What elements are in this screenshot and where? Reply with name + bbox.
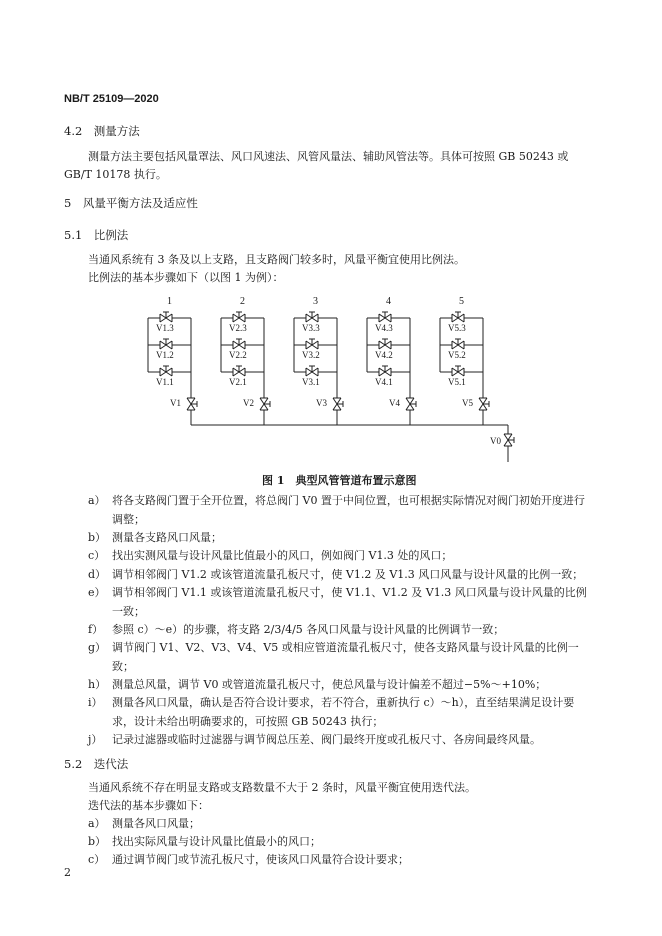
list-item	[88, 833, 588, 852]
list-item	[88, 676, 588, 695]
branch-number: 4	[386, 296, 391, 307]
list-marker: e）	[88, 586, 106, 599]
list-item	[88, 584, 588, 621]
list-text: 记录过滤器或临时过滤器与调节阀总压差、阀门最终开度或孔板尺寸、各房间最终风量。	[112, 733, 541, 746]
valve-icon	[160, 366, 172, 376]
list-text: 测量各风口风量；	[112, 817, 200, 830]
section-4-2-heading: 4.2 测量方法	[64, 124, 140, 138]
total-valve-label: V0	[490, 436, 501, 446]
list-item	[88, 566, 588, 585]
main-valve-label: V1	[170, 398, 181, 408]
section-5-1-heading: 5.1 比例法	[64, 228, 129, 242]
valve-icon	[160, 339, 172, 349]
valve-label: V4.2	[375, 350, 393, 360]
main-valve-label: V5	[462, 398, 473, 408]
valve-icon	[379, 366, 391, 376]
page-number: 2	[64, 866, 71, 879]
figure-caption: 图 1 典型风管管道布置示意图	[262, 474, 417, 487]
section-5-1-intro-2: 比例法的基本步骤如下（以图 1 为例）：	[88, 271, 284, 284]
valve-icon	[452, 312, 464, 322]
list-text: 找出实际风量与设计风量比值最小的风口；	[112, 835, 321, 848]
valve-icon	[260, 398, 270, 410]
main-valve-label: V3	[316, 398, 327, 408]
list-text: 将各支路阀门置于全开位置，将总阀门 V0 置于中间位置，也可根据实际情况对阀门初始开度进行调整；	[112, 494, 585, 526]
list-marker: c）	[88, 853, 106, 866]
section-5-2-intro-2: 迭代法的基本步骤如下：	[88, 799, 209, 812]
valve-label: V5.2	[448, 350, 466, 360]
valve-icon	[406, 398, 416, 410]
list-item	[88, 731, 588, 750]
branch-number: 2	[240, 296, 245, 307]
list-item	[88, 851, 588, 870]
section-5-2-intro-1: 当通风系统不存在明显支路或支路数量不大于 2 条时，风量平衡宜使用迭代法。	[88, 781, 476, 794]
list-marker: g）	[88, 641, 107, 654]
branch-number: 1	[167, 296, 172, 307]
valve-icon	[233, 339, 245, 349]
valve-label: V1.2	[156, 350, 174, 360]
list-marker: h）	[88, 678, 107, 691]
valve-label: V5.1	[448, 377, 466, 387]
list-item	[88, 621, 588, 640]
valve-label: V2.2	[229, 350, 247, 360]
branch-number: 5	[459, 296, 464, 307]
valve-icon	[379, 339, 391, 349]
list-marker: a）	[88, 817, 106, 830]
valve-icon	[452, 366, 464, 376]
section-5-2-heading: 5.2 迭代法	[64, 757, 129, 771]
main-valve-label: V2	[243, 398, 254, 408]
main-valve-label: V4	[389, 398, 400, 408]
list-marker: f）	[88, 623, 104, 636]
list-text: 找出实测风量与设计风量比值最小的风口，例如阀门 V1.3 处的风口；	[112, 549, 453, 562]
list-marker: a）	[88, 494, 106, 507]
valve-icon	[379, 312, 391, 322]
list-item	[88, 815, 588, 834]
list-text: 调节相邻阀门 V1.2 或该管道流量孔板尺寸，使 V1.2 及 V1.3 风口风量与设计风量的比例一致；	[112, 568, 584, 581]
list-text: 测量总风量，调节 V0 或管道流量孔板尺寸，使总风量与设计偏差不超过−5%～+10%；	[112, 678, 547, 691]
list-text: 测量各支路风口风量；	[112, 531, 222, 544]
list-item	[88, 639, 588, 676]
valve-icon	[479, 398, 489, 410]
valve-icon	[233, 366, 245, 376]
list-text: 调节阀门 V1、V2、V3、V4、V5 或相应管道流量孔板尺寸，使各支路风量与设计风量的比例一致；	[112, 641, 579, 673]
valve-label: V1.3	[156, 323, 174, 333]
valve-icon	[306, 366, 318, 376]
list-item	[88, 492, 588, 529]
valve-icon	[333, 398, 343, 410]
list-text: 调节相邻阀门 V1.1 或该管道流量孔板尺寸，使 V1.1、V1.2 及 V1.3 风口风量与设计风量的比例一致；	[112, 586, 587, 618]
list-text: 测量各风口风量，确认是否符合设计要求，若不符合，重新执行 c）～h），直至结果满足设计要求，设计未给出明确要求的，可按照 GB 50243 执行；	[112, 696, 575, 728]
list-item	[88, 694, 588, 731]
list-marker: d）	[88, 568, 107, 581]
valve-label: V4.1	[375, 377, 393, 387]
list-item	[88, 529, 588, 548]
section-4-2-line-1: 测量方法主要包括风量罩法、风口风速法、风管风量法、辅助风管法等。具体可按照 GB 50243 或	[88, 150, 569, 163]
list-marker: c）	[88, 549, 106, 562]
list-marker: b）	[88, 531, 107, 544]
valve-label: V1.1	[156, 377, 174, 387]
valve-icon	[233, 312, 245, 322]
list-item	[88, 547, 588, 566]
valve-icon	[306, 339, 318, 349]
list-marker: j）	[88, 733, 103, 746]
valve-label: V2.3	[229, 323, 247, 333]
valve-label: V5.3	[448, 323, 466, 333]
section-5-heading: 5 风量平衡方法及适应性	[64, 196, 198, 210]
standard-number: NB/T 25109—2020	[64, 93, 159, 105]
valve-icon	[306, 312, 318, 322]
valve-label: V3.3	[302, 323, 320, 333]
branch-number: 3	[313, 296, 318, 307]
list-marker: i）	[88, 696, 103, 709]
valve-label: V3.2	[302, 350, 320, 360]
valve-icon	[160, 312, 172, 322]
valve-icon	[452, 339, 464, 349]
valve-icon	[187, 398, 197, 410]
valve-label: V3.1	[302, 377, 320, 387]
valve-label: V2.1	[229, 377, 247, 387]
section-4-2-line-2: GB/T 10178 执行。	[64, 168, 167, 181]
valve-icon	[504, 434, 514, 446]
section-5-1-intro-1: 当通风系统有 3 条及以上支路，且支路阀门较多时，风量平衡宜使用比例法。	[88, 253, 465, 266]
list-text: 通过调节阀门或节流孔板尺寸，使该风口风量符合设计要求；	[112, 853, 409, 866]
list-text: 参照 c）～e）的步骤，将支路 2/3/4/5 各风口风量与设计风量的比例调节一致；	[112, 623, 505, 636]
list-marker: b）	[88, 835, 107, 848]
valve-label: V4.3	[375, 323, 393, 333]
